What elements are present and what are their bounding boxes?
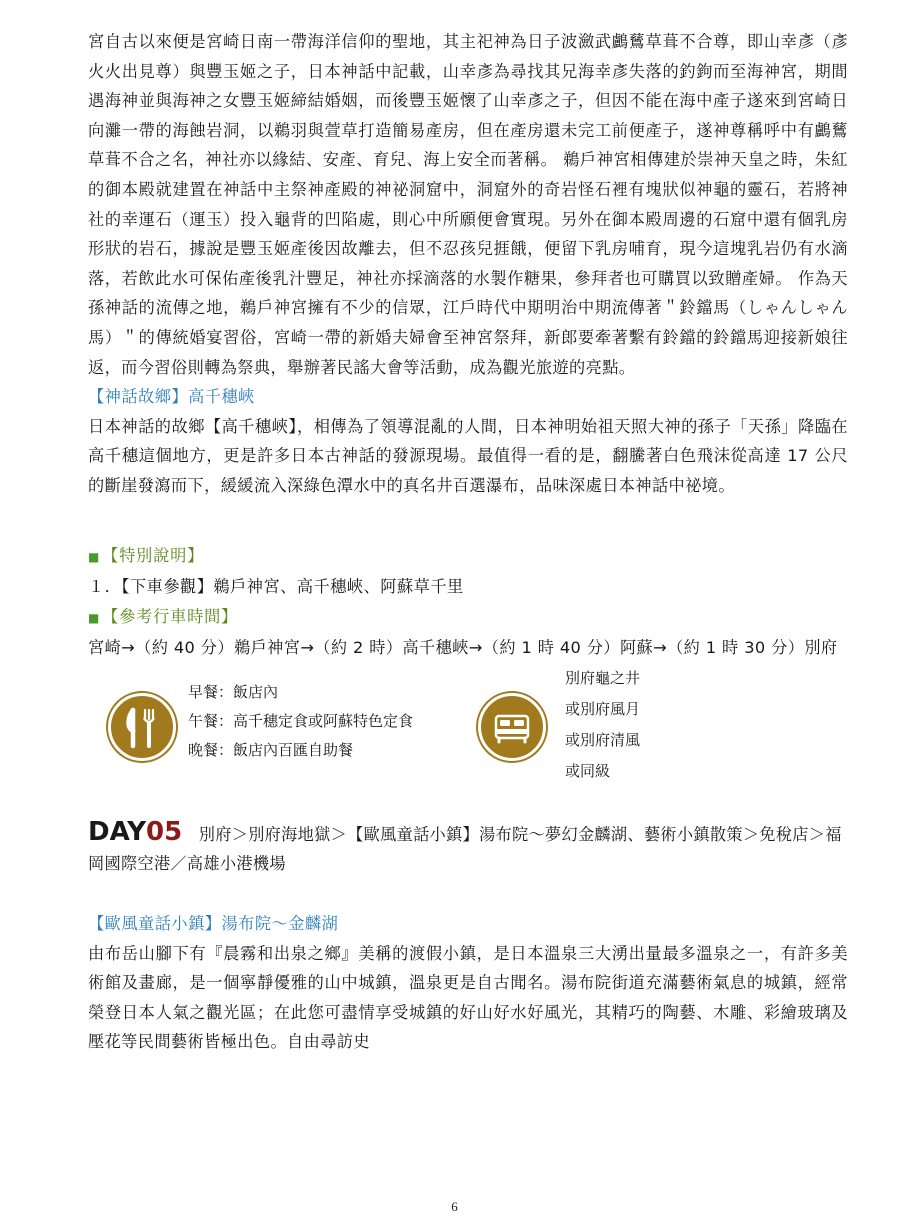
day-label — [88, 817, 182, 847]
day-number: 05 — [146, 816, 183, 847]
drive-time-text: 宮崎→（約 40 分）鵜戶神宮→（約 2 時）高千穗峽→（約 1 時 40 分）阿蘇→（約 1 時 30 分）別府 — [88, 638, 838, 658]
hotel-option: 別府龜之井 — [565, 668, 641, 687]
special-notes-heading — [88, 541, 848, 573]
meals-hotel-row — [88, 667, 848, 792]
fork-knife-icon — [108, 693, 176, 761]
drive-time-title: 【參考行車時間】 — [102, 606, 239, 626]
hotel-option: 或同級 — [565, 761, 611, 780]
section-title-yufuin: 【歐風童話小鎮】湯布院～金麟湖 — [88, 914, 339, 934]
day-word: DAY — [88, 816, 147, 847]
drive-time-heading — [88, 602, 848, 634]
section-title-takachiho: 【神話故鄉】高千穗峽 — [88, 387, 255, 407]
dinner-text: 晚餐：飯店內百匯自助餐 — [188, 740, 354, 759]
green-square-bullet-icon: ■ — [88, 610, 101, 625]
green-square-bullet-icon: ■ — [88, 549, 101, 564]
meal-list — [188, 678, 413, 765]
special-notes-item: １．【下車參觀】鵜戶神宮、高千穗峽、阿蘇草千里 — [88, 577, 464, 597]
hotel-list — [565, 663, 640, 787]
hotel-option: 或別府風月 — [565, 699, 641, 718]
page-number: 6 — [451, 1199, 458, 1214]
intro-paragraph: 宮自古以來便是宮崎日南一帶海洋信仰的聖地，其主祀神為日子波瀲武鸕鶿草葺不合尊，即山幸彥（彥火火出見尊）與豐玉姬之子，日本神話中記載，山幸彥為尋找其兄海幸彥失落的釣鉤而至海神宮，期間遇海神並與海神之女豐玉姬締結婚姻，而後豐玉姬懷了山幸彥之子，但因不能在海中產子遂來到宮崎日向灘一帶的海蝕岩洞，以鵜羽與萱草打造簡易產房，但在產房還未完工前便產子，遂神尊稱呼中有鸕鶿草葺不合之名，神社亦以緣結、安產、育兒、海上安全而著稱。 鵜戶神宮相傳建於崇神天皇之時，朱紅的御本殿就建置在神話中主祭神產殿的神祕洞窟中，洞窟外的奇岩怪石裡有塊狀似神龜的靈石，若將神社的幸運石（運玉）投入龜背的凹陷處，則心中所願便會實現。另外在御本殿周邊的石窟中還有個乳房形狀的岩石，據說是豐玉姬產後因故離去，但不忍孩兒捱餓，便留下乳房哺育，現今這塊乳岩仍有水滴落，若飲此水可保佑產後乳汁豐足，神社亦採滴落的水製作糖果，參拜者也可購買以致贈產婦。 作為天孫神話的流傳之地，鵜戶神宮擁有不少的信眾，江戶時代中期明治中期流傳著＂鈴鐺馬（しゃんしゃん馬）＂的傳統婚宴習俗，宮崎一帶的新婚夫婦會至神宮祭拜，新郎要牽著繫有鈴鐺的鈴鐺馬迎接新娘往返，而今習俗則轉為祭典，舉辦著民謠大會等活動，成為觀光旅遊的亮點。 — [88, 32, 848, 377]
breakfast-text: 早餐：飯店內 — [188, 682, 279, 701]
section-body-takachiho: 日本神話的故鄉【高千穗峽】，相傳為了領導混亂的人間，日本神明始祖天照大神的孫子「天孫」降臨在高千穗這個地方，更是許多日本古神話的發源現場。最值得一看的是，翻騰著白色飛沫從高達 17 公尺的斷崖發瀉而下，緩緩流入深綠色潭水中的真名井百選瀑布，品味深處日本神話中祕境。 — [88, 416, 848, 495]
section-body-yufuin: 由布岳山腳下有『晨霧和出泉之鄉』美稱的渡假小鎮，是日本溫泉三大湧出量最多溫泉之一，有許多美術館及畫廊，是一個寧靜優雅的山中城鎮，溫泉更是自古聞名。湯布院街道充滿藝術氣息的城鎮，經常榮登日本人氣之觀光區；在此您可盡情享受城鎮的好山好水好風光，其精巧的陶藝、木雕、彩繪玻璃及壓花等民間藝術皆極出色。自由尋訪史 — [88, 943, 848, 1052]
bed-icon — [478, 693, 546, 761]
hotel-option: 或別府清風 — [565, 730, 641, 749]
special-notes-title: 【特別說明】 — [102, 545, 205, 565]
day-header — [88, 818, 848, 879]
document-page — [88, 27, 848, 1057]
day-route: 別府＞別府海地獄＞【歐風童話小鎮】湯布院～夢幻金麟湖、藝術小鎮散策＞免稅店＞福岡國際空港／高雄小港機場 — [88, 824, 842, 874]
lunch-text: 午餐：高千穗定食或阿蘇特色定食 — [188, 711, 414, 730]
